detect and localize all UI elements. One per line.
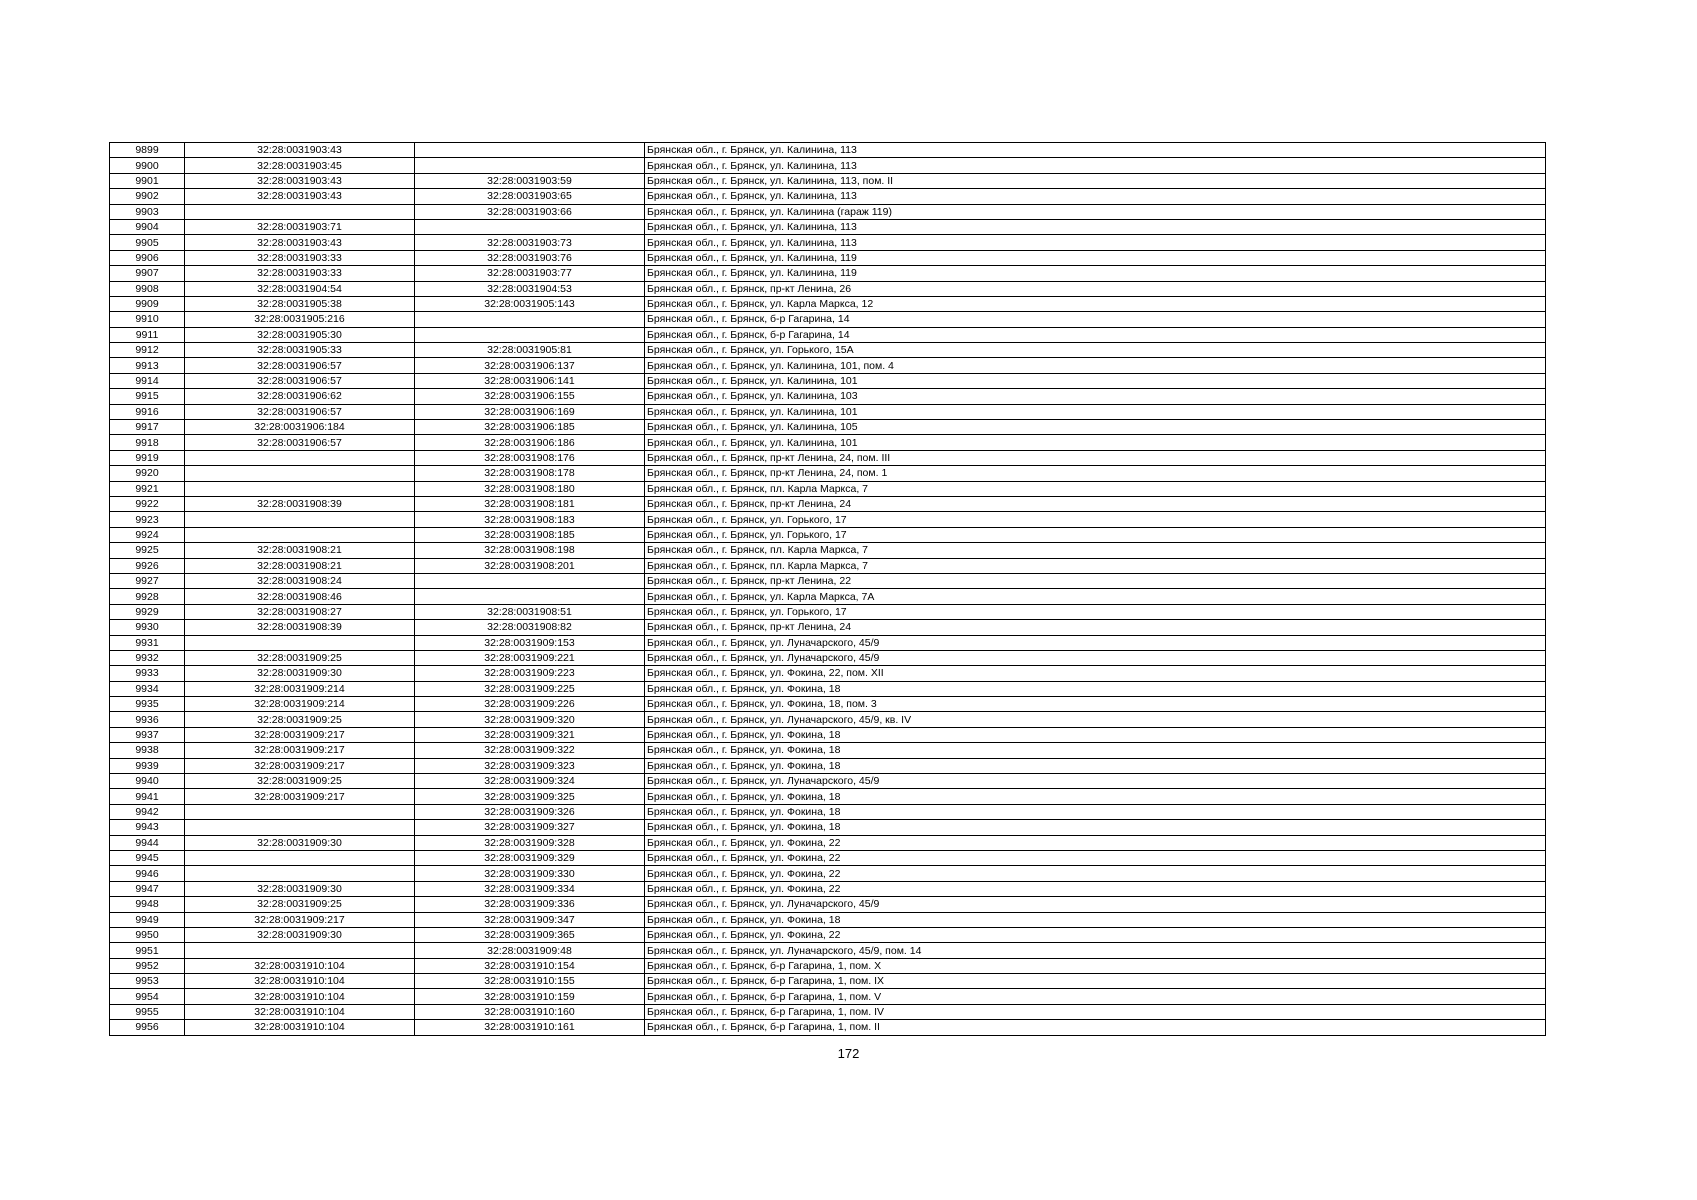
row-number-cell: 9934 — [110, 681, 185, 696]
row-number-cell: 9945 — [110, 850, 185, 865]
address-cell: Брянская обл., г. Брянск, б-р Гагарина, 14 — [645, 312, 1546, 327]
room-cadastral-number-cell: 32:28:0031906:169 — [415, 404, 645, 419]
cadastral-number-cell — [185, 850, 415, 865]
room-cadastral-number-cell: 32:28:0031909:326 — [415, 804, 645, 819]
room-cadastral-number-cell: 32:28:0031904:53 — [415, 281, 645, 296]
cadastral-number-cell: 32:28:0031909:214 — [185, 697, 415, 712]
cadastral-number-cell: 32:28:0031908:46 — [185, 589, 415, 604]
row-number-cell: 9905 — [110, 235, 185, 250]
cadastral-number-cell — [185, 512, 415, 527]
table-row — [110, 1004, 1546, 1019]
table-row — [110, 712, 1546, 727]
room-cadastral-number-cell: 32:28:0031905:81 — [415, 343, 645, 358]
cadastral-number-cell: 32:28:0031903:43 — [185, 173, 415, 188]
table-row — [110, 420, 1546, 435]
room-cadastral-number-cell: 32:28:0031908:183 — [415, 512, 645, 527]
room-cadastral-number-cell: 32:28:0031909:321 — [415, 727, 645, 742]
row-number-cell: 9936 — [110, 712, 185, 727]
room-cadastral-number-cell — [415, 573, 645, 588]
table-row — [110, 635, 1546, 650]
table-row — [110, 189, 1546, 204]
address-cell: Брянская обл., г. Брянск, б-р Гагарина, 1, пом. IX — [645, 974, 1546, 989]
address-cell: Брянская обл., г. Брянск, ул. Фокина, 18 — [645, 804, 1546, 819]
address-cell: Брянская обл., г. Брянск, ул. Горького, 17 — [645, 512, 1546, 527]
address-cell: Брянская обл., г. Брянск, пр-кт Ленина, 24 — [645, 620, 1546, 635]
table-row — [110, 404, 1546, 419]
row-number-cell: 9956 — [110, 1020, 185, 1035]
table-row — [110, 343, 1546, 358]
row-number-cell: 9900 — [110, 158, 185, 173]
room-cadastral-number-cell: 32:28:0031903:66 — [415, 204, 645, 219]
address-cell: Брянская обл., г. Брянск, ул. Калинина, 113, пом. II — [645, 173, 1546, 188]
address-cell: Брянская обл., г. Брянск, б-р Гагарина, 1, пом. X — [645, 958, 1546, 973]
row-number-cell: 9944 — [110, 835, 185, 850]
room-cadastral-number-cell: 32:28:0031910:161 — [415, 1020, 645, 1035]
row-number-cell: 9904 — [110, 219, 185, 234]
table-row — [110, 943, 1546, 958]
table-row — [110, 881, 1546, 896]
room-cadastral-number-cell: 32:28:0031909:330 — [415, 866, 645, 881]
table-row — [110, 727, 1546, 742]
row-number-cell: 9903 — [110, 204, 185, 219]
room-cadastral-number-cell: 32:28:0031908:82 — [415, 620, 645, 635]
row-number-cell: 9916 — [110, 404, 185, 419]
table-row — [110, 604, 1546, 619]
room-cadastral-number-cell: 32:28:0031910:160 — [415, 1004, 645, 1019]
address-cell: Брянская обл., г. Брянск, ул. Фокина, 22 — [645, 850, 1546, 865]
row-number-cell: 9932 — [110, 650, 185, 665]
table-row — [110, 435, 1546, 450]
room-cadastral-number-cell: 32:28:0031909:325 — [415, 789, 645, 804]
address-cell: Брянская обл., г. Брянск, пл. Карла Маркса, 7 — [645, 558, 1546, 573]
cadastral-number-cell: 32:28:0031906:62 — [185, 389, 415, 404]
cadastral-number-cell: 32:28:0031908:39 — [185, 496, 415, 511]
cadastral-number-cell: 32:28:0031909:217 — [185, 912, 415, 927]
table-row — [110, 958, 1546, 973]
document-table-container — [109, 142, 1546, 1036]
address-cell: Брянская обл., г. Брянск, пр-кт Ленина, 24 — [645, 496, 1546, 511]
room-cadastral-number-cell: 32:28:0031910:155 — [415, 974, 645, 989]
address-cell: Брянская обл., г. Брянск, ул. Калинина, 103 — [645, 389, 1546, 404]
address-cell: Брянская обл., г. Брянск, б-р Гагарина, 1, пом. IV — [645, 1004, 1546, 1019]
room-cadastral-number-cell: 32:28:0031908:180 — [415, 481, 645, 496]
address-cell: Брянская обл., г. Брянск, ул. Фокина, 18 — [645, 758, 1546, 773]
cadastral-number-cell: 32:28:0031906:57 — [185, 435, 415, 450]
cadastral-number-cell — [185, 466, 415, 481]
table-row — [110, 496, 1546, 511]
cadastral-number-cell: 32:28:0031908:39 — [185, 620, 415, 635]
row-number-cell: 9910 — [110, 312, 185, 327]
address-cell: Брянская обл., г. Брянск, ул. Фокина, 18, пом. 3 — [645, 697, 1546, 712]
table-row — [110, 820, 1546, 835]
room-cadastral-number-cell: 32:28:0031906:186 — [415, 435, 645, 450]
address-cell: Брянская обл., г. Брянск, ул. Карла Маркса, 12 — [645, 296, 1546, 311]
table-row — [110, 450, 1546, 465]
room-cadastral-number-cell: 32:28:0031909:347 — [415, 912, 645, 927]
cadastral-number-cell: 32:28:0031908:21 — [185, 543, 415, 558]
table-row — [110, 789, 1546, 804]
room-cadastral-number-cell: 32:28:0031903:73 — [415, 235, 645, 250]
address-cell: Брянская обл., г. Брянск, ул. Луначарского, 45/9 — [645, 635, 1546, 650]
row-number-cell: 9937 — [110, 727, 185, 742]
room-cadastral-number-cell: 32:28:0031908:201 — [415, 558, 645, 573]
cadastral-number-cell: 32:28:0031909:217 — [185, 743, 415, 758]
room-cadastral-number-cell — [415, 158, 645, 173]
row-number-cell: 9930 — [110, 620, 185, 635]
address-cell: Брянская обл., г. Брянск, ул. Калинина, 119 — [645, 250, 1546, 265]
table-row — [110, 466, 1546, 481]
room-cadastral-number-cell — [415, 589, 645, 604]
cadastral-number-cell: 32:28:0031903:43 — [185, 189, 415, 204]
row-number-cell: 9928 — [110, 589, 185, 604]
row-number-cell: 9908 — [110, 281, 185, 296]
cadastral-number-cell: 32:28:0031910:104 — [185, 958, 415, 973]
cadastral-number-cell: 32:28:0031909:217 — [185, 758, 415, 773]
address-cell: Брянская обл., г. Брянск, ул. Калинина, 105 — [645, 420, 1546, 435]
address-cell: Брянская обл., г. Брянск, ул. Калинина, 113 — [645, 158, 1546, 173]
address-cell: Брянская обл., г. Брянск, ул. Фокина, 22 — [645, 927, 1546, 942]
table-row — [110, 373, 1546, 388]
table-row — [110, 697, 1546, 712]
cadastral-number-cell — [185, 804, 415, 819]
cadastral-number-cell: 32:28:0031906:57 — [185, 358, 415, 373]
address-cell: Брянская обл., г. Брянск, ул. Фокина, 18 — [645, 743, 1546, 758]
cadastral-number-cell: 32:28:0031909:30 — [185, 881, 415, 896]
cadastral-number-cell: 32:28:0031908:24 — [185, 573, 415, 588]
address-cell: Брянская обл., г. Брянск, ул. Калинина, 113 — [645, 189, 1546, 204]
room-cadastral-number-cell: 32:28:0031909:324 — [415, 774, 645, 789]
table-row — [110, 143, 1546, 158]
address-cell: Брянская обл., г. Брянск, ул. Калинина (гараж 119) — [645, 204, 1546, 219]
row-number-cell: 9917 — [110, 420, 185, 435]
address-cell: Брянская обл., г. Брянск, ул. Луначарского, 45/9 — [645, 650, 1546, 665]
room-cadastral-number-cell: 32:28:0031906:141 — [415, 373, 645, 388]
table-row — [110, 1020, 1546, 1035]
row-number-cell: 9955 — [110, 1004, 185, 1019]
row-number-cell: 9927 — [110, 573, 185, 588]
cadastral-number-cell — [185, 527, 415, 542]
room-cadastral-number-cell: 32:28:0031905:143 — [415, 296, 645, 311]
cadastral-number-cell — [185, 820, 415, 835]
row-number-cell: 9923 — [110, 512, 185, 527]
address-cell: Брянская обл., г. Брянск, ул. Фокина, 18 — [645, 727, 1546, 742]
room-cadastral-number-cell: 32:28:0031903:65 — [415, 189, 645, 204]
row-number-cell: 9911 — [110, 327, 185, 342]
table-row — [110, 774, 1546, 789]
room-cadastral-number-cell: 32:28:0031909:327 — [415, 820, 645, 835]
room-cadastral-number-cell: 32:28:0031903:59 — [415, 173, 645, 188]
address-cell: Брянская обл., г. Брянск, ул. Калинина, 101, пом. 4 — [645, 358, 1546, 373]
row-number-cell: 9942 — [110, 804, 185, 819]
cadastral-number-cell: 32:28:0031909:30 — [185, 927, 415, 942]
table-row — [110, 389, 1546, 404]
row-number-cell: 9953 — [110, 974, 185, 989]
row-number-cell: 9924 — [110, 527, 185, 542]
table-row — [110, 296, 1546, 311]
table-row — [110, 897, 1546, 912]
address-cell: Брянская обл., г. Брянск, б-р Гагарина, 14 — [645, 327, 1546, 342]
row-number-cell: 9919 — [110, 450, 185, 465]
address-cell: Брянская обл., г. Брянск, ул. Фокина, 22, пом. XII — [645, 666, 1546, 681]
room-cadastral-number-cell — [415, 143, 645, 158]
cadastral-number-cell: 32:28:0031909:217 — [185, 727, 415, 742]
room-cadastral-number-cell — [415, 312, 645, 327]
room-cadastral-number-cell: 32:28:0031908:198 — [415, 543, 645, 558]
row-number-cell: 9935 — [110, 697, 185, 712]
row-number-cell: 9926 — [110, 558, 185, 573]
row-number-cell: 9929 — [110, 604, 185, 619]
table-row — [110, 512, 1546, 527]
address-cell: Брянская обл., г. Брянск, ул. Калинина, 101 — [645, 435, 1546, 450]
room-cadastral-number-cell: 32:28:0031906:137 — [415, 358, 645, 373]
row-number-cell: 9948 — [110, 897, 185, 912]
room-cadastral-number-cell: 32:28:0031910:159 — [415, 989, 645, 1004]
cadastral-number-cell: 32:28:0031903:45 — [185, 158, 415, 173]
row-number-cell: 9899 — [110, 143, 185, 158]
address-cell: Брянская обл., г. Брянск, пр-кт Ленина, 24, пом. III — [645, 450, 1546, 465]
table-row — [110, 666, 1546, 681]
cadastral-number-cell: 32:28:0031909:25 — [185, 650, 415, 665]
row-number-cell: 9939 — [110, 758, 185, 773]
room-cadastral-number-cell: 32:28:0031909:323 — [415, 758, 645, 773]
address-cell: Брянская обл., г. Брянск, ул. Фокина, 18 — [645, 820, 1546, 835]
address-cell: Брянская обл., г. Брянск, ул. Фокина, 18 — [645, 681, 1546, 696]
address-cell: Брянская обл., г. Брянск, пл. Карла Маркса, 7 — [645, 543, 1546, 558]
address-cell: Брянская обл., г. Брянск, ул. Фокина, 22 — [645, 881, 1546, 896]
room-cadastral-number-cell: 32:28:0031909:365 — [415, 927, 645, 942]
cadastral-number-cell: 32:28:0031906:184 — [185, 420, 415, 435]
table-row — [110, 204, 1546, 219]
cadastral-number-cell — [185, 866, 415, 881]
address-cell: Брянская обл., г. Брянск, ул. Фокина, 22 — [645, 835, 1546, 850]
room-cadastral-number-cell: 32:28:0031909:322 — [415, 743, 645, 758]
row-number-cell: 9931 — [110, 635, 185, 650]
page-number: 172 — [837, 1046, 860, 1061]
cadastral-number-cell: 32:28:0031904:54 — [185, 281, 415, 296]
table-row — [110, 850, 1546, 865]
row-number-cell: 9907 — [110, 266, 185, 281]
address-cell: Брянская обл., г. Брянск, ул. Луначарского, 45/9, пом. 14 — [645, 943, 1546, 958]
cadastral-number-cell — [185, 943, 415, 958]
row-number-cell: 9941 — [110, 789, 185, 804]
cadastral-number-cell — [185, 204, 415, 219]
address-cell: Брянская обл., г. Брянск, б-р Гагарина, 1, пом. II — [645, 1020, 1546, 1035]
cadastral-number-cell — [185, 481, 415, 496]
row-number-cell: 9938 — [110, 743, 185, 758]
address-cell: Брянская обл., г. Брянск, пр-кт Ленина, 24, пом. 1 — [645, 466, 1546, 481]
table-row — [110, 358, 1546, 373]
table-row — [110, 543, 1546, 558]
room-cadastral-number-cell: 32:28:0031908:176 — [415, 450, 645, 465]
row-number-cell: 9912 — [110, 343, 185, 358]
cadastral-number-cell: 32:28:0031909:217 — [185, 789, 415, 804]
address-cell: Брянская обл., г. Брянск, ул. Фокина, 18 — [645, 912, 1546, 927]
address-cell: Брянская обл., г. Брянск, ул. Калинина, 113 — [645, 143, 1546, 158]
row-number-cell: 9950 — [110, 927, 185, 942]
table-row — [110, 620, 1546, 635]
cadastral-number-cell: 32:28:0031908:21 — [185, 558, 415, 573]
table-row — [110, 912, 1546, 927]
table-row — [110, 989, 1546, 1004]
row-number-cell: 9949 — [110, 912, 185, 927]
row-number-cell: 9925 — [110, 543, 185, 558]
room-cadastral-number-cell: 32:28:0031909:320 — [415, 712, 645, 727]
address-cell: Брянская обл., г. Брянск, ул. Калинина, 101 — [645, 404, 1546, 419]
cadastral-table — [109, 142, 1546, 1036]
row-number-cell: 9902 — [110, 189, 185, 204]
room-cadastral-number-cell: 32:28:0031909:223 — [415, 666, 645, 681]
row-number-cell: 9943 — [110, 820, 185, 835]
row-number-cell: 9947 — [110, 881, 185, 896]
row-number-cell: 9946 — [110, 866, 185, 881]
table-row — [110, 974, 1546, 989]
room-cadastral-number-cell: 32:28:0031909:329 — [415, 850, 645, 865]
table-row — [110, 650, 1546, 665]
address-cell: Брянская обл., г. Брянск, ул. Горького, 17 — [645, 527, 1546, 542]
address-cell: Брянская обл., г. Брянск, б-р Гагарина, 1, пом. V — [645, 989, 1546, 1004]
cadastral-number-cell: 32:28:0031909:25 — [185, 774, 415, 789]
address-cell: Брянская обл., г. Брянск, ул. Калинина, 119 — [645, 266, 1546, 281]
table-row — [110, 927, 1546, 942]
table-row — [110, 250, 1546, 265]
cadastral-number-cell: 32:28:0031905:33 — [185, 343, 415, 358]
table-body — [110, 143, 1546, 1036]
table-row — [110, 527, 1546, 542]
cadastral-number-cell: 32:28:0031908:27 — [185, 604, 415, 619]
room-cadastral-number-cell: 32:28:0031909:48 — [415, 943, 645, 958]
address-cell: Брянская обл., г. Брянск, ул. Калинина, 113 — [645, 219, 1546, 234]
room-cadastral-number-cell: 32:28:0031910:154 — [415, 958, 645, 973]
cadastral-number-cell: 32:28:0031903:71 — [185, 219, 415, 234]
address-cell: Брянская обл., г. Брянск, ул. Горького, 15А — [645, 343, 1546, 358]
table-row — [110, 758, 1546, 773]
table-row — [110, 312, 1546, 327]
room-cadastral-number-cell: 32:28:0031909:226 — [415, 697, 645, 712]
row-number-cell: 9922 — [110, 496, 185, 511]
row-number-cell: 9940 — [110, 774, 185, 789]
room-cadastral-number-cell: 32:28:0031909:221 — [415, 650, 645, 665]
room-cadastral-number-cell: 32:28:0031908:185 — [415, 527, 645, 542]
room-cadastral-number-cell: 32:28:0031903:77 — [415, 266, 645, 281]
room-cadastral-number-cell — [415, 219, 645, 234]
address-cell: Брянская обл., г. Брянск, ул. Луначарского, 45/9 — [645, 897, 1546, 912]
table-row — [110, 743, 1546, 758]
room-cadastral-number-cell — [415, 327, 645, 342]
cadastral-number-cell — [185, 450, 415, 465]
table-row — [110, 481, 1546, 496]
row-number-cell: 9915 — [110, 389, 185, 404]
room-cadastral-number-cell: 32:28:0031909:225 — [415, 681, 645, 696]
table-row — [110, 681, 1546, 696]
room-cadastral-number-cell: 32:28:0031909:336 — [415, 897, 645, 912]
table-row — [110, 866, 1546, 881]
cadastral-number-cell: 32:28:0031905:216 — [185, 312, 415, 327]
cadastral-number-cell: 32:28:0031903:33 — [185, 266, 415, 281]
address-cell: Брянская обл., г. Брянск, ул. Калинина, 101 — [645, 373, 1546, 388]
room-cadastral-number-cell: 32:28:0031909:153 — [415, 635, 645, 650]
room-cadastral-number-cell: 32:28:0031903:76 — [415, 250, 645, 265]
table-row — [110, 804, 1546, 819]
table-row — [110, 235, 1546, 250]
table-row — [110, 573, 1546, 588]
row-number-cell: 9921 — [110, 481, 185, 496]
row-number-cell: 9918 — [110, 435, 185, 450]
address-cell: Брянская обл., г. Брянск, пр-кт Ленина, 22 — [645, 573, 1546, 588]
address-cell: Брянская обл., г. Брянск, ул. Фокина, 22 — [645, 866, 1546, 881]
cadastral-number-cell: 32:28:0031910:104 — [185, 1020, 415, 1035]
room-cadastral-number-cell: 32:28:0031909:328 — [415, 835, 645, 850]
cadastral-number-cell: 32:28:0031903:33 — [185, 250, 415, 265]
table-row — [110, 266, 1546, 281]
cadastral-number-cell: 32:28:0031909:214 — [185, 681, 415, 696]
cadastral-number-cell: 32:28:0031910:104 — [185, 989, 415, 1004]
cadastral-number-cell: 32:28:0031909:25 — [185, 897, 415, 912]
cadastral-number-cell: 32:28:0031905:30 — [185, 327, 415, 342]
room-cadastral-number-cell: 32:28:0031906:185 — [415, 420, 645, 435]
table-row — [110, 158, 1546, 173]
address-cell: Брянская обл., г. Брянск, ул. Калинина, 113 — [645, 235, 1546, 250]
cadastral-number-cell: 32:28:0031903:43 — [185, 235, 415, 250]
address-cell: Брянская обл., г. Брянск, ул. Фокина, 18 — [645, 789, 1546, 804]
row-number-cell: 9914 — [110, 373, 185, 388]
table-row — [110, 281, 1546, 296]
table-row — [110, 589, 1546, 604]
cadastral-number-cell: 32:28:0031909:25 — [185, 712, 415, 727]
row-number-cell: 9952 — [110, 958, 185, 973]
address-cell: Брянская обл., г. Брянск, ул. Луначарского, 45/9, кв. IV — [645, 712, 1546, 727]
cadastral-number-cell: 32:28:0031910:104 — [185, 974, 415, 989]
cadastral-number-cell: 32:28:0031906:57 — [185, 373, 415, 388]
table-row — [110, 219, 1546, 234]
table-row — [110, 173, 1546, 188]
cadastral-number-cell: 32:28:0031909:30 — [185, 835, 415, 850]
address-cell: Брянская обл., г. Брянск, пр-кт Ленина, 26 — [645, 281, 1546, 296]
room-cadastral-number-cell: 32:28:0031908:51 — [415, 604, 645, 619]
table-row — [110, 835, 1546, 850]
address-cell: Брянская обл., г. Брянск, ул. Горького, 17 — [645, 604, 1546, 619]
cadastral-number-cell — [185, 635, 415, 650]
room-cadastral-number-cell: 32:28:0031908:181 — [415, 496, 645, 511]
row-number-cell: 9920 — [110, 466, 185, 481]
row-number-cell: 9909 — [110, 296, 185, 311]
row-number-cell: 9954 — [110, 989, 185, 1004]
table-row — [110, 327, 1546, 342]
room-cadastral-number-cell: 32:28:0031906:155 — [415, 389, 645, 404]
cadastral-number-cell: 32:28:0031903:43 — [185, 143, 415, 158]
room-cadastral-number-cell: 32:28:0031908:178 — [415, 466, 645, 481]
address-cell: Брянская обл., г. Брянск, ул. Луначарского, 45/9 — [645, 774, 1546, 789]
row-number-cell: 9913 — [110, 358, 185, 373]
row-number-cell: 9933 — [110, 666, 185, 681]
cadastral-number-cell: 32:28:0031905:38 — [185, 296, 415, 311]
cadastral-number-cell: 32:28:0031909:30 — [185, 666, 415, 681]
row-number-cell: 9906 — [110, 250, 185, 265]
address-cell: Брянская обл., г. Брянск, пл. Карла Маркса, 7 — [645, 481, 1546, 496]
table-row — [110, 558, 1546, 573]
row-number-cell: 9951 — [110, 943, 185, 958]
address-cell: Брянская обл., г. Брянск, ул. Карла Маркса, 7А — [645, 589, 1546, 604]
cadastral-number-cell: 32:28:0031910:104 — [185, 1004, 415, 1019]
cadastral-number-cell: 32:28:0031906:57 — [185, 404, 415, 419]
row-number-cell: 9901 — [110, 173, 185, 188]
room-cadastral-number-cell: 32:28:0031909:334 — [415, 881, 645, 896]
